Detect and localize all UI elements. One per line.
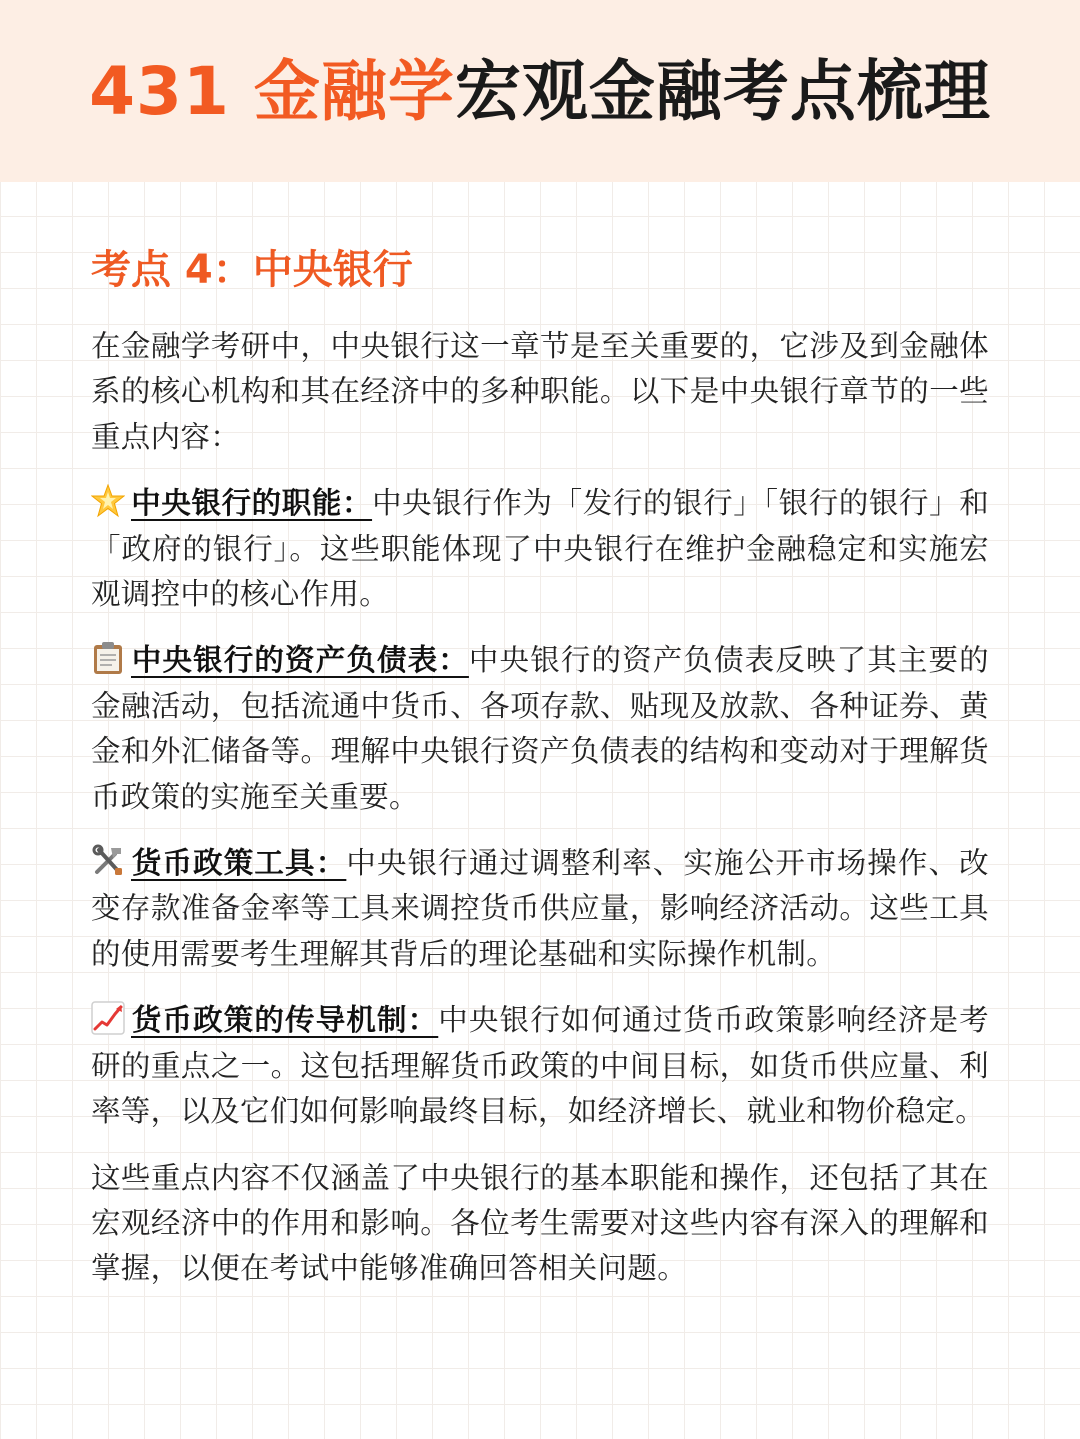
- point-term: 中央银行的职能：: [131, 486, 373, 521]
- point-term: 中央银行的资产负债表：: [131, 643, 469, 678]
- point-transmission: [91, 998, 989, 1134]
- point-text: 中央银行作为「发行的银行」「银行的银行」和「政府的银行」。这些职能体现了中央银行在维护金融稳定和实施宏观调控中的核心作用。: [91, 486, 989, 612]
- article-body: [91, 238, 989, 1313]
- section-heading: 考点 4：中央银行: [91, 247, 413, 293]
- page-title-main: 宏观金融考点梳理: [454, 52, 991, 130]
- title-banner: [0, 0, 1080, 182]
- point-text: 中央银行通过调整利率、实施公开市场操作、改变存款准备金率等工具来调控货币供应量，影响经济活动。这些工具的使用需要考生理解其背后的理论基础和实际操作机制。: [91, 846, 989, 971]
- page-title-accent: 431 金融学: [89, 52, 455, 130]
- intro-paragraph: 在金融学考研中，中央银行这一章节是至关重要的，它涉及到金融体系的核心机构和其在经济中的多种职能。以下是中央银行章节的一些重点内容：: [91, 329, 989, 454]
- clipboard-icon: [91, 641, 125, 675]
- conclusion-paragraph: 这些重点内容不仅涵盖了中央银行的基本职能和操作，还包括了其在宏观经济中的作用和影响。各位考生需要对这些内容有深入的理解和掌握，以便在考试中能够准确回答相关问题。: [91, 1160, 989, 1286]
- point-text: 中央银行的资产负债表反映了其主要的金融活动，包括流通中货币、各项存款、贴现及放款、各种证券、黄金和外汇储备等。理解中央银行资产负债表的结构和变动对于理解货币政策的实施至关重要。: [91, 643, 989, 814]
- star-icon: [91, 484, 125, 518]
- page-title: [89, 38, 991, 133]
- point-balance-sheet: [91, 638, 989, 820]
- point-term: 货币政策的传导机制：: [131, 1003, 439, 1038]
- point-functions: [91, 481, 989, 617]
- chart-increasing-icon: [91, 1001, 125, 1035]
- point-term: 货币政策工具：: [131, 846, 347, 881]
- point-policy-tools: [91, 841, 989, 977]
- tools-icon: [91, 844, 125, 878]
- point-text: 中央银行如何通过货币政策影响经济是考研的重点之一。这包括理解货币政策的中间目标，如货币供应量、利率等，以及它们如何影响最终目标，如经济增长、就业和物价稳定。: [91, 1003, 989, 1129]
